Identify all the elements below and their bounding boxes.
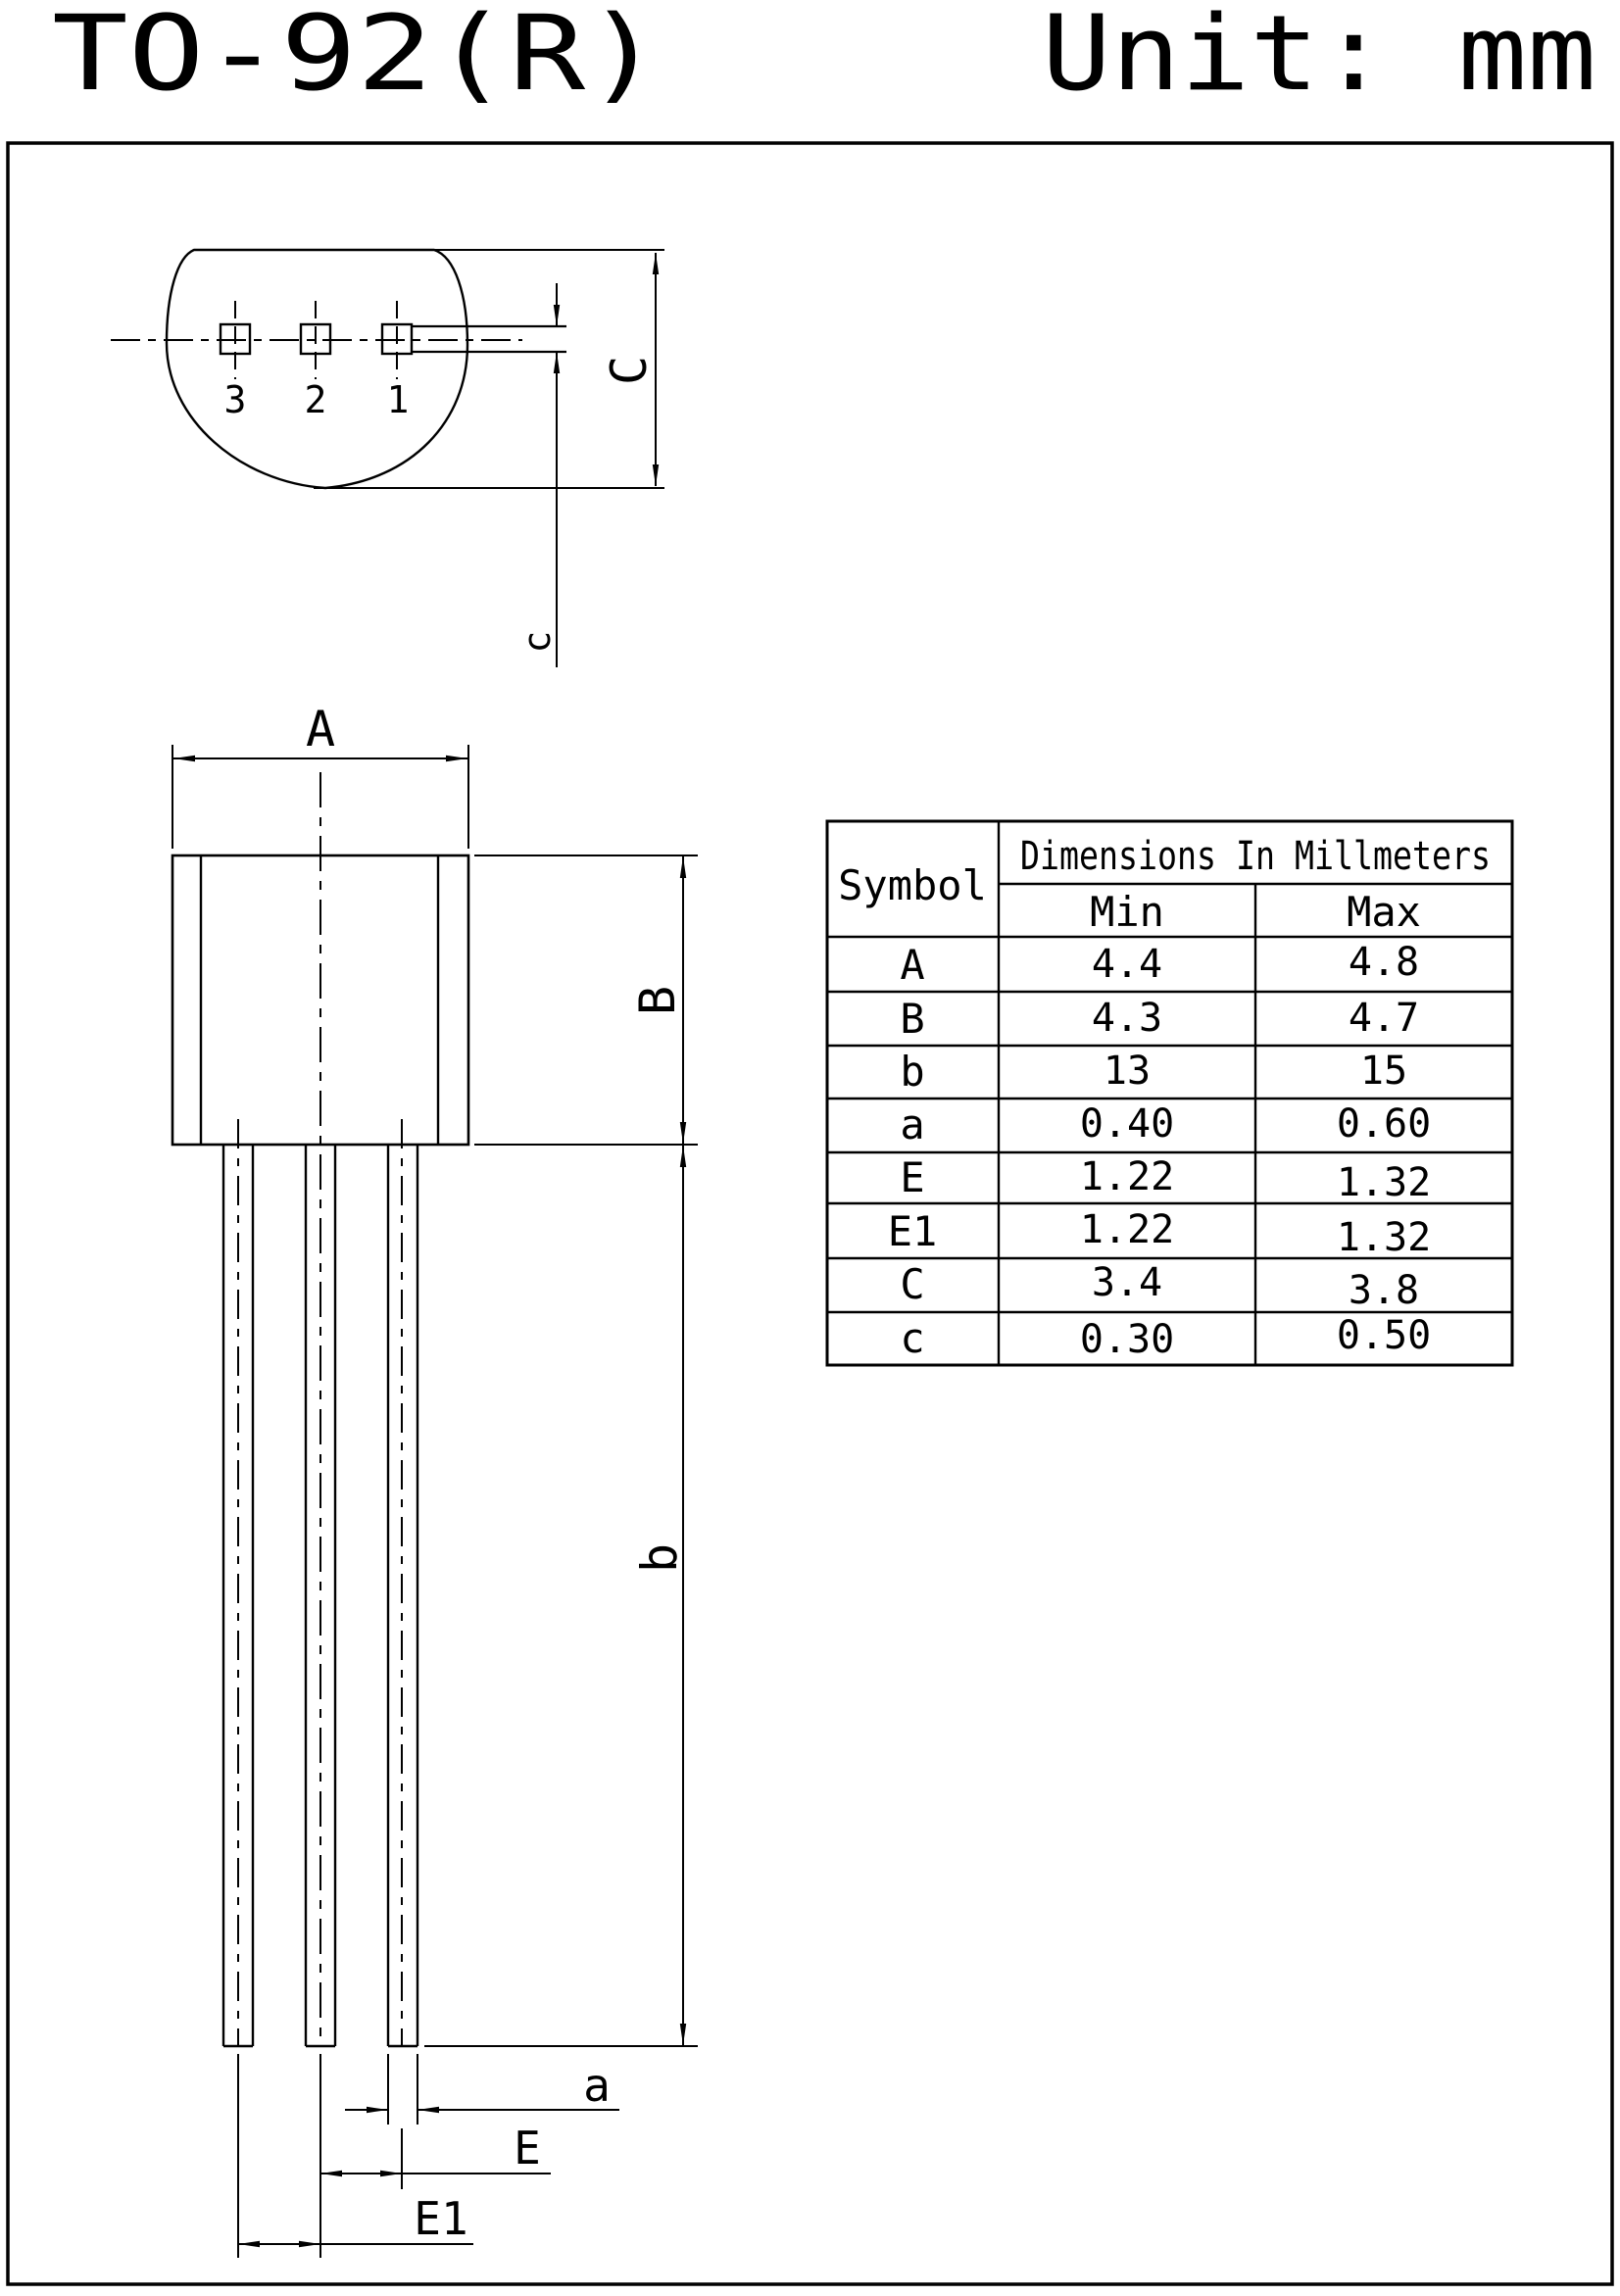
table-row [900,1153,1431,1205]
dimensions-table [827,821,1512,1365]
cell-min: 13 [1103,1049,1152,1094]
cell-max: 4.7 [1348,996,1420,1041]
table-row [888,1207,1431,1260]
top-view [111,250,664,667]
cell-min: 1.22 [1079,1207,1175,1252]
pin3-label: 3 [223,378,247,421]
table-header-span: Dimensions In Millmeters [1020,834,1491,879]
table-row [900,1260,1419,1313]
cell-symbol: b [900,1048,925,1096]
dim-label-E: E [514,2122,541,2174]
dim-label-b: b [631,1542,688,1574]
package-top-outline [167,250,467,488]
cell-symbol: E [900,1153,925,1201]
cell-max: 1.32 [1336,1215,1432,1260]
table-row [900,995,1419,1043]
table-row [900,1313,1431,1362]
dim-label-a: a [583,2059,611,2112]
cell-symbol: c [900,1314,925,1362]
page-title: TO-92(R) [52,0,662,114]
cell-symbol: E1 [887,1207,938,1255]
lead-2 [306,1145,335,2046]
cell-min: 4.3 [1091,996,1163,1041]
front-view [172,701,698,2258]
cell-max: 3.8 [1348,1268,1420,1313]
dim-label-A: A [305,701,336,757]
cell-max: 1.32 [1336,1160,1432,1205]
cell-symbol: A [900,941,925,989]
cell-min: 0.40 [1079,1101,1175,1147]
cell-max: 15 [1359,1049,1408,1094]
cell-symbol: B [900,995,925,1043]
cell-max: 0.50 [1336,1313,1432,1358]
table-header-min: Min [1090,888,1164,936]
cell-min: 0.30 [1079,1317,1175,1362]
cell-min: 1.22 [1079,1154,1175,1199]
cell-min: 3.4 [1091,1260,1163,1305]
cell-max: 4.8 [1348,940,1420,985]
lead-1 [223,1119,253,2046]
table-header-symbol: Symbol [838,861,987,909]
dim-label-C: C [601,355,658,386]
table-row [900,940,1419,989]
dim-label-c: c [515,630,559,654]
cell-max: 0.60 [1336,1101,1432,1147]
page-border [8,143,1612,2284]
table-row [900,1048,1407,1096]
table-row [900,1100,1431,1148]
pin1-label: 1 [386,378,410,421]
table-header-max: Max [1347,888,1421,936]
cell-min: 4.4 [1091,942,1163,987]
pin2-label: 2 [304,378,327,421]
dim-label-B: B [629,985,686,1016]
lead-3 [388,1119,417,2046]
cell-symbol: a [900,1100,925,1148]
dim-label-E1: E1 [414,2192,468,2245]
cell-symbol: C [900,1260,925,1308]
unit-label: Unit: mm [1042,0,1596,114]
